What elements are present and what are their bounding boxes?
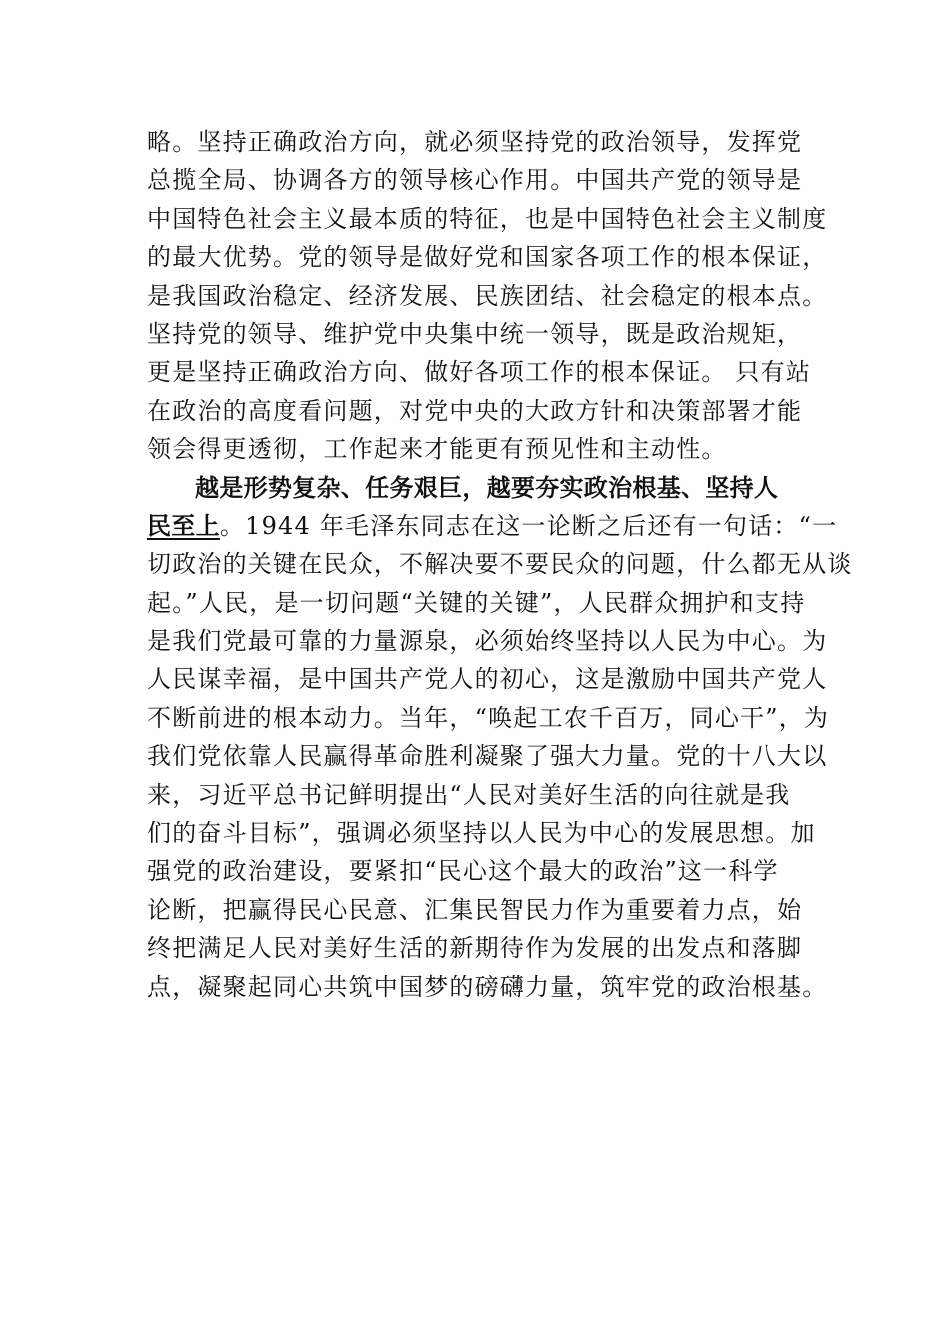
paragraph-line: 总揽全局、协调各方的领导核心作用。中国共产党的领导是 — [147, 166, 803, 195]
paragraph-line: 是我国政治稳定、经济发展、民族团结、社会稳定的根本点。 — [147, 281, 828, 310]
paragraph-line: 我们党依靠人民赢得革命胜利凝聚了强大力量。党的十八大以 — [147, 742, 828, 771]
paragraph-line — [147, 507, 838, 545]
paragraph-heading: 越是形势复杂、任务艰巨，越要夯实政治根基、坚持人 — [195, 473, 779, 502]
paragraph-line: 更是坚持正确政治方向、做好各项工作的根本保证。 只有站 — [147, 358, 812, 387]
paragraph-line: 们的奋斗目标”，强调必须坚持以人民为中心的发展思想。加 — [147, 819, 816, 848]
paragraph-line: 终把满足人民对美好生活的新期待作为发展的出发点和落脚 — [147, 934, 803, 963]
paragraph-line: 不断前进的根本动力。当年，“唤起工农千百万，同心干”，为 — [147, 703, 830, 732]
paragraph-line: 论断，把赢得民心民意、汇集民智民力作为重要着力点，始 — [147, 895, 803, 924]
paragraph-line-rest: 。1944 年毛泽东同志在这一论断之后还有一句话：“一 — [219, 511, 838, 540]
paragraph-line: 来，习近平总书记鲜明提出“人民对美好生活的向往就是我 — [147, 780, 791, 809]
paragraph-line: 略。坚持正确政治方向，就必须坚持党的政治领导，发挥党 — [147, 128, 803, 156]
document-body — [147, 123, 853, 1006]
paragraph-line: 是我们党最可靠的力量源泉，必须始终坚持以人民为中心。为 — [147, 627, 828, 656]
paragraph-heading-end: 民至上 — [147, 511, 220, 540]
paragraph-line: 领会得更透彻，工作起来才能更有预见性和主动性。 — [147, 435, 727, 464]
paragraph-line: 中国特色社会主义最本质的特征，也是中国特色社会主义制度 — [147, 204, 828, 233]
paragraph-line: 强党的政治建设，要紧扣“民心这个最大的政治”这一科学 — [147, 857, 779, 886]
paragraph-line: 起。”人民，是一切问题“关键的关键”，人民群众拥护和支持 — [147, 588, 806, 617]
paragraph-2 — [147, 469, 853, 1006]
paragraph-line: 的最大优势。党的领导是做好党和国家各项工作的根本保证， — [147, 243, 828, 272]
paragraph-line: 点，凝聚起同心共筑中国梦的磅礴力量，筑牢党的政治根基。 — [147, 972, 828, 1001]
paragraph-line: 人民谋幸福，是中国共产党人的初心，这是激励中国共产党人 — [147, 665, 828, 694]
paragraph-1 — [147, 123, 827, 469]
paragraph-line: 在政治的高度看问题，对党中央的大政方针和决策部署才能 — [147, 396, 803, 425]
paragraph-line: 切政治的关键在民众，不解决要不要民众的问题，什么都无从谈 — [147, 550, 853, 579]
paragraph-line: 坚持党的领导、维护党中央集中统一领导，既是政治规矩， — [147, 319, 803, 348]
